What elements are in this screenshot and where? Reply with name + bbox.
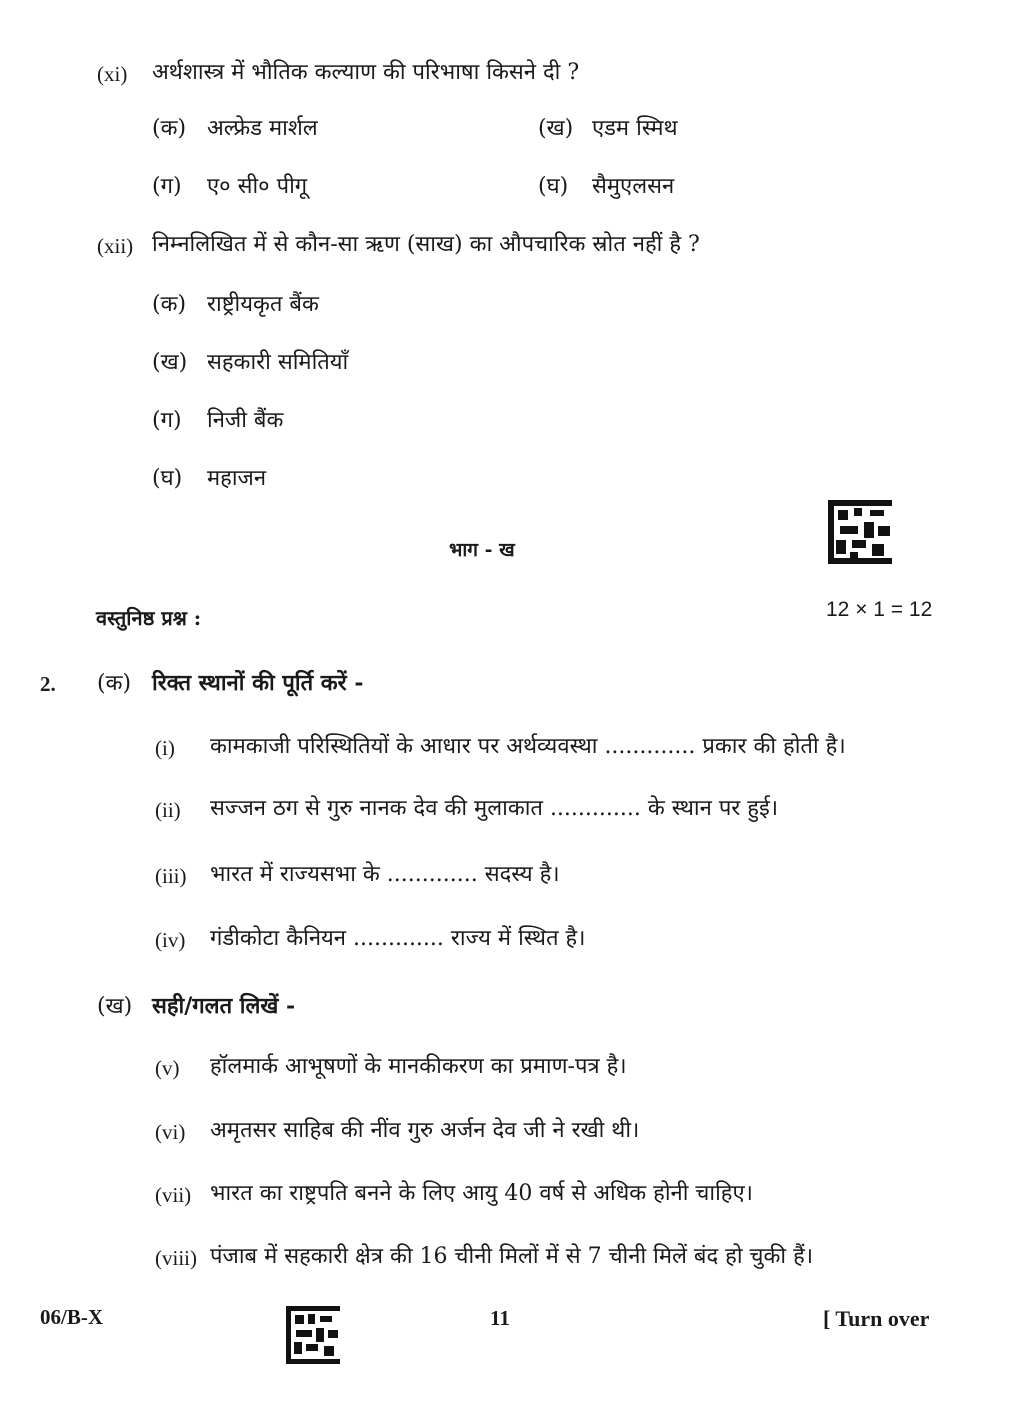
option-label: (क) xyxy=(152,116,187,141)
option-label: (ग) xyxy=(152,174,182,199)
item-text: गंडीकोटा कैनियन ............. राज्य में स्थित है। xyxy=(210,926,586,951)
item-text: पंजाब में सहकारी क्षेत्र की 16 चीनी मिलों में से 7 चीनी मिलें बंद हो चुकी हैं। xyxy=(210,1244,814,1269)
part-title: सही/गलत लिखें - xyxy=(152,993,296,1019)
item-number: (viii) xyxy=(155,1246,197,1270)
paper-code: 06/B-X xyxy=(40,1305,103,1329)
question-text: निम्नलिखित में से कौन-सा ऋण (साख) का औपचारिक स्रोत नहीं है ? xyxy=(152,232,700,257)
qr-code-icon xyxy=(828,500,892,564)
item-text: कामकाजी परिस्थितियों के आधार पर अर्थव्यवस्था ............. प्रकार की होती है। xyxy=(210,734,846,759)
part-label: (क) xyxy=(97,671,132,696)
option-label: (घ) xyxy=(538,174,569,199)
option-text: सहकारी समितियाँ xyxy=(207,350,349,375)
option-text: महाजन xyxy=(207,466,267,491)
item-number: (iii) xyxy=(155,864,187,888)
option-label: (ग) xyxy=(152,408,182,433)
page-number: 11 xyxy=(490,1306,510,1330)
item-text: सज्जन ठग से गुरु नानक देव की मुलाकात ............. के स्थान पर हुई। xyxy=(210,796,779,821)
option-label: (ख) xyxy=(538,116,574,141)
turn-over-label: [ Turn over xyxy=(823,1306,930,1331)
item-number: (v) xyxy=(155,1056,180,1080)
item-number: (iv) xyxy=(155,928,186,952)
option-label: (ख) xyxy=(152,350,188,375)
option-text: एडम स्मिथ xyxy=(592,116,678,141)
item-number: (ii) xyxy=(155,798,181,822)
item-text: अमृतसर साहिब की नींव गुरु अर्जन देव जी ने रखी थी। xyxy=(210,1118,640,1143)
option-text: अल्फ्रेड मार्शल xyxy=(207,116,318,141)
item-number: (vii) xyxy=(155,1183,192,1207)
marks-allocation: 12 × 1 = 12 xyxy=(826,598,933,621)
barcode-icon xyxy=(286,1306,340,1364)
option-text: निजी बैंक xyxy=(207,408,284,433)
item-text: भारत में राज्यसभा के ............. सदस्य है। xyxy=(210,862,560,887)
option-text: राष्ट्रीयकृत बैंक xyxy=(207,292,319,317)
option-label: (घ) xyxy=(152,466,183,491)
part-title: रिक्त स्थानों की पूर्ति करें - xyxy=(152,670,364,696)
question-number: 2. xyxy=(40,672,56,696)
item-text: भारत का राष्ट्रपति बनने के लिए आयु 40 वर्ष से अधिक होनी चाहिए। xyxy=(210,1181,753,1206)
item-number: (i) xyxy=(155,736,175,760)
item-number: (vi) xyxy=(155,1120,186,1144)
section-title: भाग - ख xyxy=(449,539,515,561)
option-label: (क) xyxy=(152,292,187,317)
option-text: ए० सी० पीगू xyxy=(207,174,308,199)
question-number: (xii) xyxy=(97,234,134,258)
question-text: अर्थशास्त्र में भौतिक कल्याण की परिभाषा किसने दी ? xyxy=(152,60,580,85)
part-label: (ख) xyxy=(97,994,133,1019)
question-number: (xi) xyxy=(97,62,128,86)
section-subtitle: वस्तुनिष्ठ प्रश्न : xyxy=(96,606,202,630)
item-text: हॉलमार्क आभूषणों के मानकीकरण का प्रमाण-पत्र है। xyxy=(210,1054,627,1079)
option-text: सैमुएलसन xyxy=(592,174,675,199)
